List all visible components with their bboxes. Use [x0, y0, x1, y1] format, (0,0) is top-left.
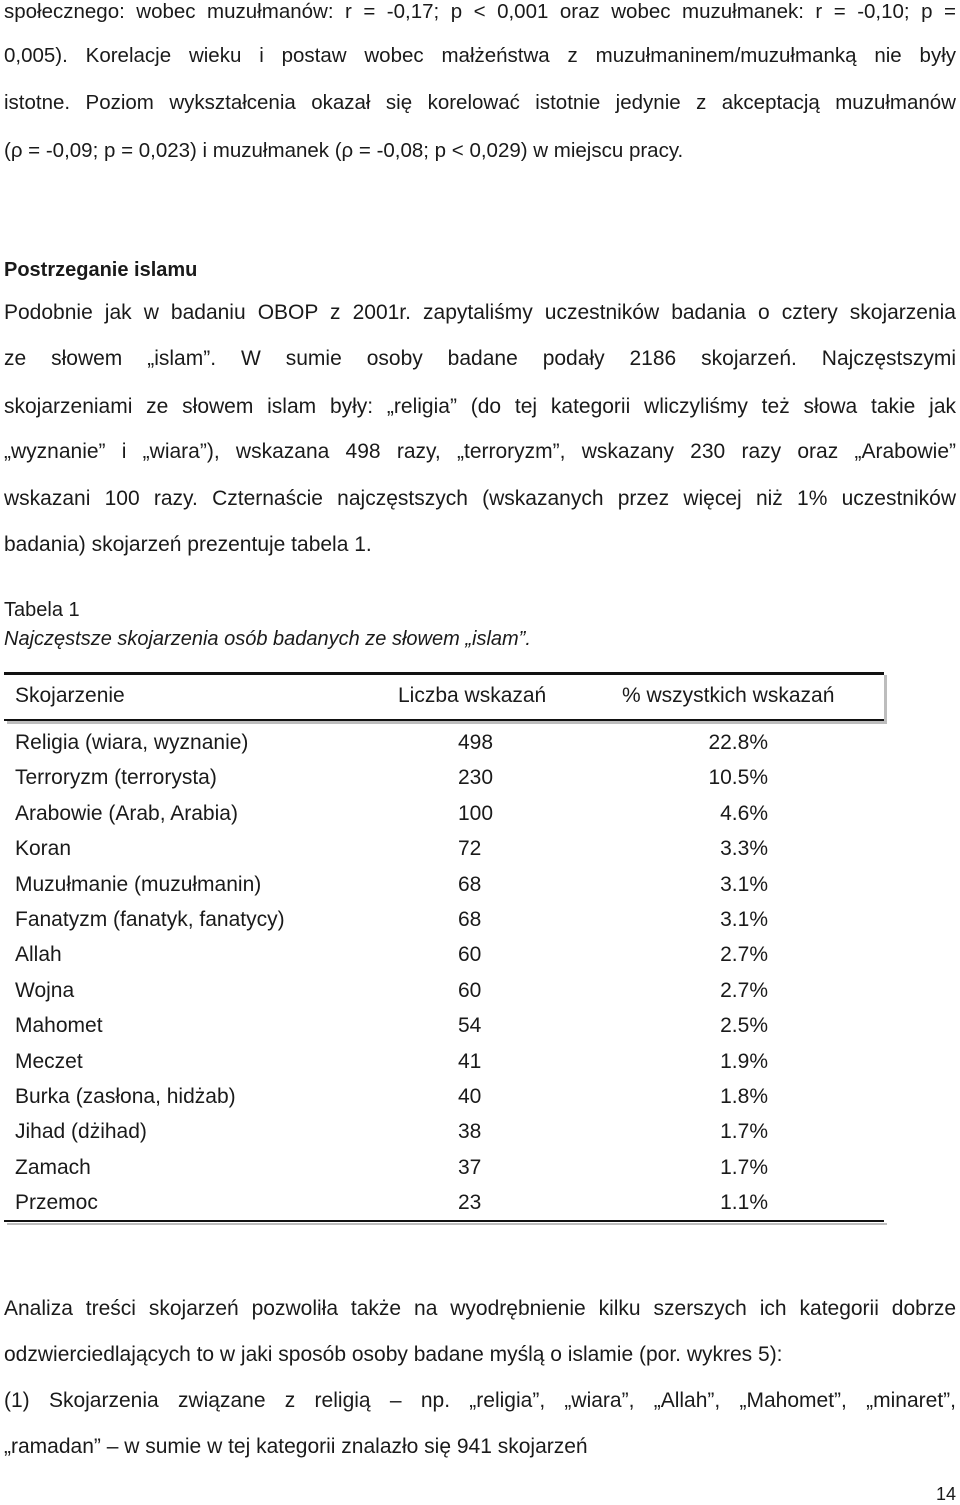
association-cell: Jihad (dżihad) [15, 1120, 147, 1144]
paragraph-line: społecznego: wobec muzułmanów: r = -0,17; p < 0,001 oraz wobec muzułmanek: r = -0,10; p = [4, 0, 956, 23]
table-row [4, 796, 884, 831]
association-cell: Religia (wiara, wyznanie) [15, 731, 249, 754]
paragraph-line: skojarzeniami ze słowem islam były: „religia” (do tej kategorii wliczyliśmy też słowa takie jak [4, 395, 956, 418]
count-cell: 41 [458, 1049, 482, 1073]
paragraph-line: Analiza treści skojarzeń pozwoliła także na wyodrębnienie kilku szerszych ich kategorii dobrze [4, 1297, 956, 1320]
table-title: Najczęstsze skojarzenia osób badanych ze słowem „islam”. [4, 628, 531, 650]
table-row [4, 760, 884, 795]
paragraph-line: badania) skojarzeń prezentuje tabela 1. [4, 533, 372, 556]
paragraph-line: (1) Skojarzenia związane z religią – np. „religia”, „wiara”, „Allah”, „Mahomet”, „minaret”, [4, 1389, 956, 1412]
count-cell: 498 [458, 731, 494, 754]
association-cell: Arabowie (Arab, Arabia) [15, 801, 238, 825]
table-row [4, 1044, 884, 1079]
association-cell: Terroryzm (terrorysta) [15, 766, 217, 790]
table-header [4, 672, 884, 721]
count-cell: 60 [458, 943, 482, 967]
percent-cell: 1.7% [720, 1155, 768, 1179]
page-number: 14 [935, 1484, 956, 1504]
count-cell: 230 [458, 766, 494, 790]
percent-cell: 2.7% [720, 978, 768, 1002]
section-heading: Postrzeganie islamu [4, 259, 198, 281]
percent-cell: 4.6% [720, 801, 768, 825]
association-cell: Allah [15, 943, 62, 967]
paragraph-line: Podobnie jak w badaniu OBOP z 2001r. zapytaliśmy uczestników badania o cztery skojarzenia [4, 301, 956, 324]
table-row [4, 1079, 884, 1114]
paragraph-line: istotne. Poziom wykształcenia okazał się korelować istotnie jedynie z akceptacją muzułmanów [4, 91, 956, 114]
table-row [4, 902, 884, 937]
percent-cell: 22.8% [708, 731, 768, 754]
table-row [4, 1150, 884, 1185]
table-row [4, 1114, 884, 1149]
count-cell: 23 [458, 1191, 482, 1215]
count-cell: 60 [458, 978, 482, 1002]
percent-cell: 3.3% [720, 837, 768, 861]
association-cell: Zamach [15, 1155, 91, 1179]
association-cell: Meczet [15, 1049, 83, 1073]
count-cell: 72 [458, 837, 482, 861]
paragraph-line: wskazani 100 razy. Czternaście najczęstszych (wskazanych przez więcej niż 1% uczestników [4, 487, 956, 510]
associations-table [4, 672, 884, 1222]
association-cell: Wojna [15, 978, 75, 1002]
percent-cell: 2.5% [720, 1014, 768, 1038]
percent-cell: 1.8% [720, 1084, 768, 1108]
percent-cell: 1.7% [720, 1120, 768, 1144]
paragraph-line: „wyznanie” i „wiara”), wskazana 498 razy, „terroryzm”, wskazany 230 razy oraz „Arabowie” [4, 440, 956, 463]
percent-cell: 1.9% [720, 1049, 768, 1073]
paragraph-line: ze słowem „islam”. W sumie osoby badane podały 2186 skojarzeń. Najczęstszymi [4, 347, 956, 370]
count-cell: 100 [458, 801, 494, 825]
association-cell: Burka (zasłona, hidżab) [15, 1084, 236, 1108]
count-cell: 68 [458, 872, 482, 896]
paragraph-line: (ρ = -0,09; p = 0,023) i muzułmanek (ρ = -0,08; p < 0,029) w miejscu pracy. [4, 139, 684, 162]
association-cell: Fanatyzm (fanatyk, fanatycy) [15, 907, 285, 931]
percent-cell: 2.7% [720, 943, 768, 967]
paragraph-line: „ramadan” – w sumie w tej kategorii znalazło się 941 skojarzeń [4, 1435, 588, 1458]
paragraph-line: 0,005). Korelacje wieku i postaw wobec małżeństwa z muzułmaninem/muzułmanką nie były [4, 44, 956, 67]
count-cell: 40 [458, 1084, 482, 1108]
percent-cell: 1.1% [720, 1191, 768, 1215]
column-header-association: Skojarzenie [15, 684, 125, 707]
table-row [4, 973, 884, 1008]
table-row [4, 867, 884, 902]
association-cell: Mahomet [15, 1014, 103, 1038]
table-row [4, 725, 884, 760]
paragraph-line: odzwierciedlających to w jaki sposób osoby badane myślą o islamie (por. wykres 5): [4, 1343, 783, 1366]
table-row [4, 831, 884, 866]
table-label: Tabela 1 [4, 599, 80, 621]
table-row [4, 1185, 884, 1220]
count-cell: 37 [458, 1155, 482, 1179]
count-cell: 38 [458, 1120, 482, 1144]
count-cell: 68 [458, 907, 482, 931]
percent-cell: 10.5% [708, 766, 768, 790]
column-header-percent: % wszystkich wskazań [622, 684, 835, 707]
column-header-count: Liczba wskazań [398, 684, 547, 707]
table-row [4, 1008, 884, 1043]
table-row [4, 937, 884, 972]
count-cell: 54 [458, 1014, 482, 1038]
table-bottom-rule [4, 1220, 884, 1222]
association-cell: Przemoc [15, 1191, 98, 1215]
table-body [4, 721, 884, 1220]
percent-cell: 3.1% [720, 872, 768, 896]
association-cell: Muzułmanie (muzułmanin) [15, 872, 262, 896]
percent-cell: 3.1% [720, 907, 768, 931]
association-cell: Koran [15, 837, 72, 861]
